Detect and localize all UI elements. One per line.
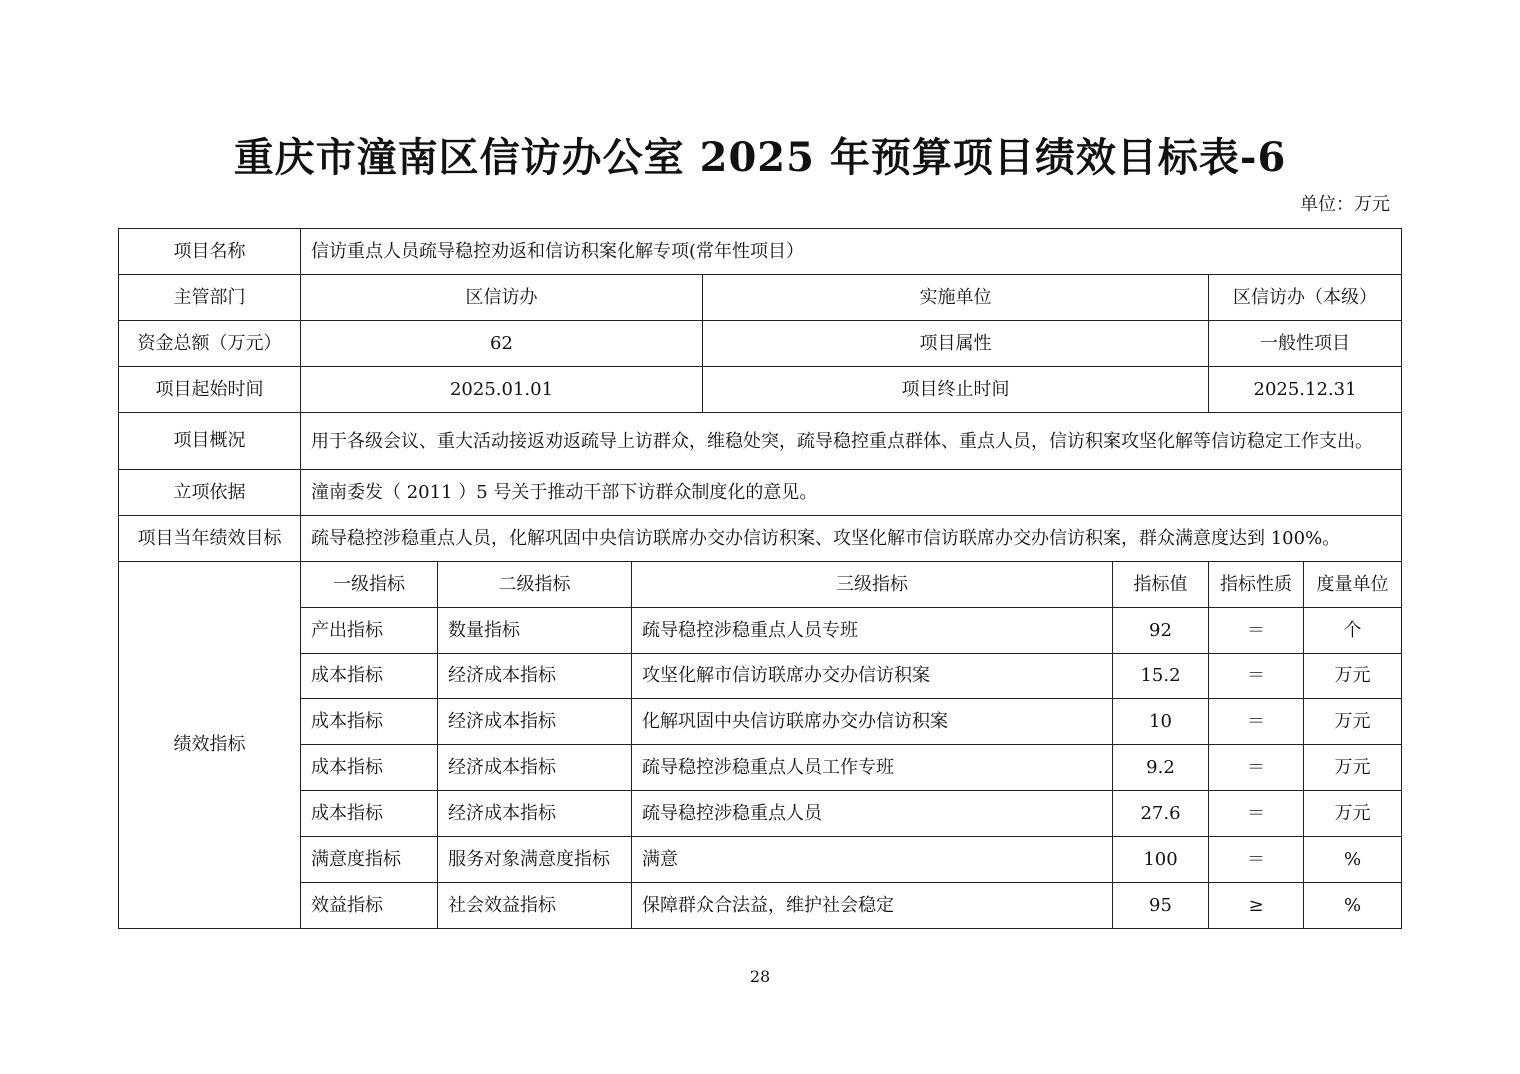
- indicator-row: [119, 837, 1402, 883]
- indicator-level1: 成本指标: [301, 745, 438, 791]
- indicator-level3: 疏导稳控涉稳重点人员专班: [632, 608, 1113, 654]
- indicator-row: [119, 654, 1402, 699]
- page-number: 28: [749, 967, 771, 986]
- indicator-level2: 经济成本指标: [438, 745, 632, 791]
- indicator-level3: 疏导稳控涉稳重点人员: [632, 791, 1113, 837]
- indicator-row: [119, 745, 1402, 791]
- indicator-nature: ＝: [1209, 654, 1304, 699]
- row-department: [119, 275, 1402, 321]
- indicator-unit: %: [1304, 883, 1402, 929]
- indicator-value: 92: [1113, 608, 1209, 654]
- indicator-nature: ＝: [1209, 745, 1304, 791]
- funds-value: 62: [301, 321, 703, 367]
- indicator-value: 27.6: [1113, 791, 1209, 837]
- dept-value: 区信访办: [301, 275, 703, 321]
- end-value: 2025.12.31: [1209, 367, 1402, 413]
- indicator-level2: 经济成本指标: [438, 699, 632, 745]
- indicator-value: 100: [1113, 837, 1209, 883]
- indicator-nature: ＝: [1209, 699, 1304, 745]
- indicator-level2: 经济成本指标: [438, 791, 632, 837]
- indicator-level2: 数量指标: [438, 608, 632, 654]
- row-basis: [119, 470, 1402, 516]
- unit-label: 单位：万元: [1300, 194, 1390, 215]
- indicator-nature: ＝: [1209, 608, 1304, 654]
- indicator-header-level3: 三级指标: [632, 562, 1113, 608]
- indicator-header-unit: 度量单位: [1304, 562, 1402, 608]
- page-title: 重庆市潼南区信访办公室 2025 年预算项目绩效目标表-6: [233, 134, 1287, 181]
- indicator-level3: 攻坚化解市信访联席办交办信访积案: [632, 654, 1113, 699]
- end-label: 项目终止时间: [703, 367, 1209, 413]
- indicator-value: 10: [1113, 699, 1209, 745]
- funds-label: 资金总额（万元）: [119, 321, 301, 367]
- project-name-value: 信访重点人员疏导稳控劝返和信访积案化解专项(常年性项目）: [301, 229, 1402, 275]
- indicator-level3: 疏导稳控涉稳重点人员工作专班: [632, 745, 1113, 791]
- indicator-level2: 经济成本指标: [438, 654, 632, 699]
- indicator-value: 95: [1113, 883, 1209, 929]
- indicator-unit: 万元: [1304, 745, 1402, 791]
- indicator-header-row: [119, 562, 1402, 608]
- attr-value: 一般性项目: [1209, 321, 1402, 367]
- indicator-header-level2: 二级指标: [438, 562, 632, 608]
- indicator-unit: 万元: [1304, 699, 1402, 745]
- indicator-level1: 产出指标: [301, 608, 438, 654]
- impl-unit-label: 实施单位: [703, 275, 1209, 321]
- indicator-row: [119, 608, 1402, 654]
- basis-value: 潼南委发（ 2011 ）5 号关于推动干部下访群众制度化的意见。: [301, 470, 1402, 516]
- indicator-header-value: 指标值: [1113, 562, 1209, 608]
- impl-unit-value: 区信访办（本级）: [1209, 275, 1402, 321]
- indicator-row: [119, 699, 1402, 745]
- start-value: 2025.01.01: [301, 367, 703, 413]
- indicator-level2: 社会效益指标: [438, 883, 632, 929]
- indicator-level1: 效益指标: [301, 883, 438, 929]
- indicator-level3: 保障群众合法益，维护社会稳定: [632, 883, 1113, 929]
- indicator-nature: ＝: [1209, 837, 1304, 883]
- goal-value: 疏导稳控涉稳重点人员，化解巩固中央信访联席办交办信访积案、攻坚化解市信访联席办交办信访积案，群众满意度达到 100%。: [301, 516, 1402, 562]
- start-label: 项目起始时间: [119, 367, 301, 413]
- indicator-level1: 成本指标: [301, 791, 438, 837]
- indicator-level3: 满意: [632, 837, 1113, 883]
- row-goal: [119, 516, 1402, 562]
- indicator-unit: 万元: [1304, 654, 1402, 699]
- basis-label: 立项依据: [119, 470, 301, 516]
- indicator-unit: 万元: [1304, 791, 1402, 837]
- project-name-label: 项目名称: [119, 229, 301, 275]
- overview-label: 项目概况: [119, 413, 301, 470]
- indicator-level2: 服务对象满意度指标: [438, 837, 632, 883]
- row-dates: [119, 367, 1402, 413]
- indicator-nature: ≥: [1209, 883, 1304, 929]
- indicator-nature: ＝: [1209, 791, 1304, 837]
- overview-value: 用于各级会议、重大活动接返劝返疏导上访群众，维稳处突，疏导稳控重点群体、重点人员，信访积案攻坚化解等信访稳定工作支出。: [301, 413, 1402, 470]
- indicator-value: 9.2: [1113, 745, 1209, 791]
- row-overview: [119, 413, 1402, 470]
- indicator-header-nature: 指标性质: [1209, 562, 1304, 608]
- indicators-section-label: 绩效指标: [119, 562, 301, 929]
- indicator-unit: 个: [1304, 608, 1402, 654]
- dept-label: 主管部门: [119, 275, 301, 321]
- indicator-header-level1: 一级指标: [301, 562, 438, 608]
- indicator-level1: 满意度指标: [301, 837, 438, 883]
- goal-label: 项目当年绩效目标: [119, 516, 301, 562]
- performance-target-table: [118, 228, 1402, 929]
- indicator-value: 15.2: [1113, 654, 1209, 699]
- indicator-level1: 成本指标: [301, 654, 438, 699]
- indicator-row: [119, 883, 1402, 929]
- indicator-level1: 成本指标: [301, 699, 438, 745]
- indicator-level3: 化解巩固中央信访联席办交办信访积案: [632, 699, 1113, 745]
- attr-label: 项目属性: [703, 321, 1209, 367]
- indicator-unit: %: [1304, 837, 1402, 883]
- row-project-name: [119, 229, 1402, 275]
- row-funds: [119, 321, 1402, 367]
- indicator-row: [119, 791, 1402, 837]
